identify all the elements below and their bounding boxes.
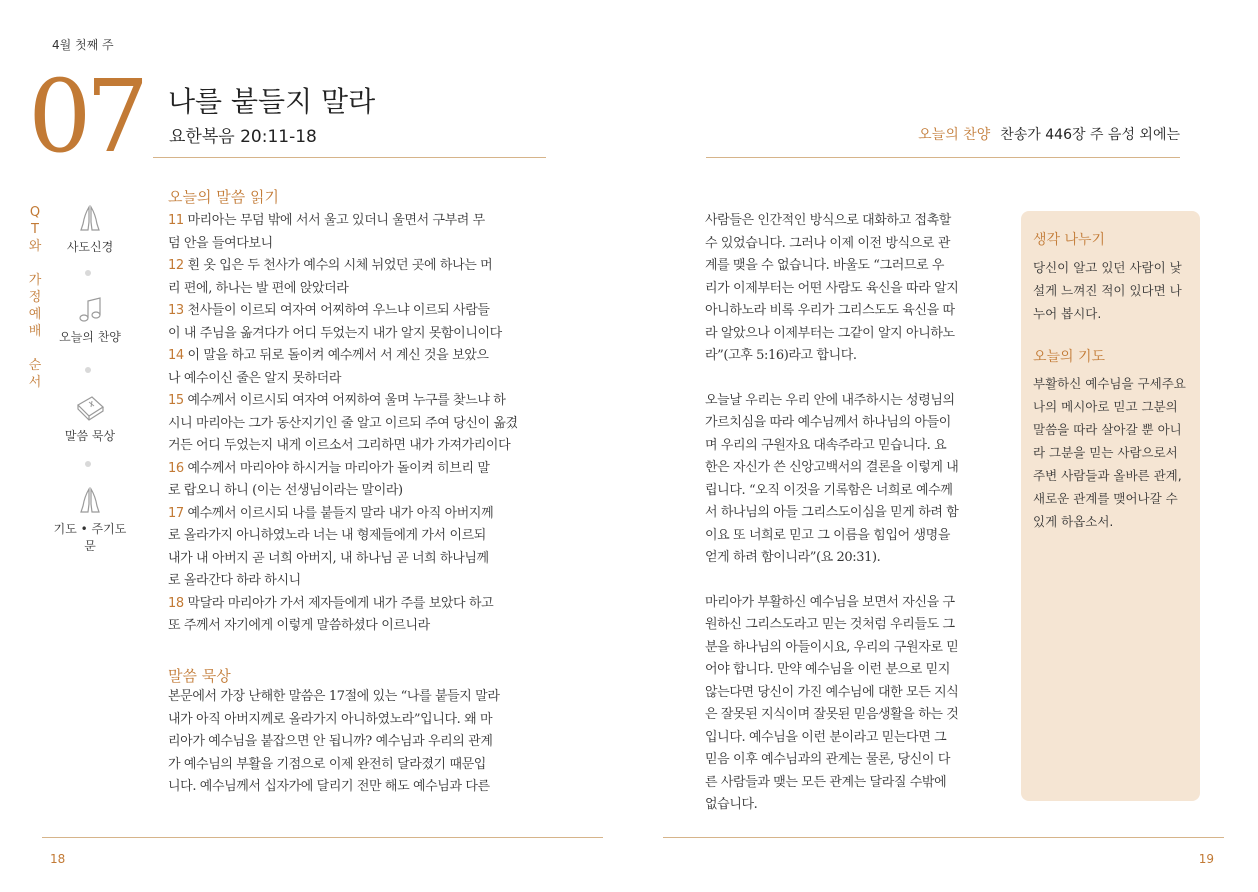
verse-line <box>168 368 546 391</box>
verse-number: 11 <box>168 213 188 228</box>
verse-text: 예수께서 이르시되 나를 붙들지 말라 내가 아직 아버지께 <box>187 505 494 521</box>
share-line: 설게 느껴진 적이 있다면 나 <box>1033 283 1182 298</box>
verse-number: 12 <box>168 258 188 273</box>
meditation-line: 은 잘못된 지식이며 잘못된 믿음생활을 하는 것 <box>705 707 959 722</box>
hymn-title: 찬송가 446장 주 음성 외에는 <box>1000 127 1180 143</box>
vertical-char: 와 <box>28 239 42 254</box>
prayer-line: 있게 하옵소서. <box>1033 514 1114 529</box>
meditation-line: 리가 이제부터는 어떤 사람도 육신을 따라 알지 <box>705 280 959 296</box>
sidebar-item-prayer <box>50 486 130 554</box>
reading-heading: 오늘의 말씀 읽기 <box>168 188 279 206</box>
sidebar-item-hymn <box>50 296 130 345</box>
verse-text: 천사들이 이르되 여자여 어찌하여 우느냐 이르되 사람들 <box>187 303 490 318</box>
vertical-char: 서 <box>28 375 42 390</box>
meditation-line: 한은 자신가 쓴 신앙고백서의 결론을 이렇게 내 <box>705 460 959 475</box>
verse-line <box>168 525 546 548</box>
praying-hands-icon <box>75 486 105 516</box>
meditation-paragraph <box>705 210 995 368</box>
meditation-line: 어야 합니다. 만약 예수님을 이런 분으로 믿지 <box>705 662 950 677</box>
sidebar-item-creed <box>50 204 130 255</box>
meditation-heading: 말씀 묵상 <box>168 667 231 685</box>
verse <box>168 255 546 300</box>
meditation-line: 가 예수님의 부활을 기점으로 이제 완전히 달라졌기 때문입 <box>168 756 486 772</box>
music-note-icon <box>77 296 103 324</box>
sidebar-item-label: 오늘의 찬양 <box>59 330 121 344</box>
verse <box>168 503 546 593</box>
meditation-line: 라”(고후 5:16)라고 합니다. <box>705 348 857 363</box>
meditation-line: 계를 맺을 수 없습니다. 바울도 “그러므로 우 <box>705 258 945 273</box>
meditation-line: 원하신 그리스도라고 믿는 것처럼 우리들도 그 <box>705 617 955 632</box>
vertical-char: 가 <box>28 273 42 288</box>
verse-number: 15 <box>168 393 188 408</box>
meditation-line: 않는다면 당신이 가진 예수님에 대한 모든 지식 <box>705 684 959 700</box>
verse-text: 시니 마리아는 그가 동산지기인 줄 알고 이르되 주여 당신이 옮겼 <box>168 415 518 431</box>
verse-text: 막달라 마리아가 가서 제자들에게 내가 주를 보았다 하고 <box>187 595 494 611</box>
meditation-line: 얻게 하려 함이니라”(요 20:31). <box>705 550 881 565</box>
verse-number: 16 <box>168 460 188 476</box>
meditation-paragraph <box>705 390 995 570</box>
verse-line <box>168 278 546 301</box>
verse-line <box>168 300 546 323</box>
verse-number: 18 <box>168 595 188 611</box>
meditation-paragraph <box>705 592 995 817</box>
sidebar-dot <box>85 270 91 276</box>
meditation-line: 른 사람들과 맺는 모든 관계는 달라질 수밖에 <box>705 774 947 790</box>
meditation-text-right <box>705 210 995 817</box>
sidebar-dot <box>85 367 91 373</box>
verse-text: 내가 내 아버지 곧 너희 아버지, 내 하나님 곧 너희 하나님께 <box>168 550 489 566</box>
sidebar-item-label: 말씀 묵상 <box>64 429 116 443</box>
share-heading: 생각 나누기 <box>1033 232 1106 248</box>
verse-line <box>168 615 546 638</box>
meditation-line: 이요 또 너희로 믿고 그 이름을 힘입어 생명을 <box>705 527 950 543</box>
verse-text: 흰 옷 입은 두 천사가 예수의 시체 뉘었던 곳에 하나는 머 <box>187 258 493 273</box>
week-label: 4월 첫째 주 <box>52 38 114 52</box>
verse <box>168 593 546 638</box>
sidebar-item-label: 사도신경 <box>66 240 114 254</box>
share-line: 누어 봅시다. <box>1033 306 1102 321</box>
meditation-line: 리아가 예수님을 붙잡으면 안 됩니까? 예수님과 우리의 관계 <box>168 734 493 749</box>
prayer-line: 새로운 관계를 맺어나갈 수 <box>1033 491 1178 506</box>
verse-line <box>168 480 546 503</box>
meditation-line: 며 우리의 구원자요 대속주라고 믿습니다. 요 <box>705 437 947 453</box>
verse-line <box>168 345 546 368</box>
meditation-line: 내가 아직 아버지께로 올라가지 아니하였노라”입니다. 왜 마 <box>168 711 493 727</box>
page-number-left: 18 <box>50 852 66 866</box>
verse-text: 로 올라간다 하라 하시니 <box>168 573 301 588</box>
verse-line <box>168 255 546 278</box>
meditation-line: 라 알았으나 이제부터는 그같이 알지 아니하노 <box>705 325 955 341</box>
meditation-line: 수 있었습니다. 그러나 이제 이전 방식으로 관 <box>705 235 950 251</box>
hymn-label: 오늘의 찬양 <box>918 127 991 143</box>
meditation-line: 믿음 이후 예수님과의 관계는 물론, 당신이 다 <box>705 752 950 767</box>
praying-hands-icon <box>75 204 105 234</box>
vertical-gap <box>28 255 42 272</box>
page-number-right: 19 <box>1198 852 1214 866</box>
verse-text: 로 올라가지 아니하였노라 너는 내 형제들에게 가서 이르되 <box>168 528 486 543</box>
vertical-char: Q <box>29 205 41 220</box>
verse-line <box>168 323 546 346</box>
verse-text: 예수께서 이르시되 여자여 어찌하여 울며 누구를 찾느냐 하 <box>187 393 506 408</box>
meditation-line: 본문에서 가장 난해한 말씀은 17절에 있는 “나를 붙들지 말라 <box>168 689 500 704</box>
verse-line <box>168 390 546 413</box>
verse-line <box>168 233 546 256</box>
vertical-char: 순 <box>28 358 42 373</box>
verse-text: 이 내 주님을 옮겨다가 어디 두었는지 내가 알지 못함이니이다 <box>168 325 502 341</box>
meditation-line: 분을 하나님의 아들이시요, 우리의 구원자로 믿 <box>705 639 959 655</box>
prayer-line: 주변 사람들과 올바른 관계, <box>1033 468 1182 483</box>
prayer-line: 부활하신 예수님을 구세주요 <box>1033 376 1186 391</box>
verse-line <box>168 570 546 593</box>
verse-number: 13 <box>168 303 188 318</box>
share-line: 당신이 알고 있던 사람이 낯 <box>1033 260 1182 275</box>
verse-text: 로 랍오니 하니 (이는 선생님이라는 말이라) <box>168 483 403 498</box>
verse-line <box>168 413 546 436</box>
verse-line <box>168 210 546 233</box>
prayer-line: 라 그분을 믿는 사람으로서 <box>1033 445 1178 460</box>
verse <box>168 458 546 503</box>
share-text <box>1033 256 1193 325</box>
verse-line <box>168 548 546 571</box>
verse-line <box>168 593 546 616</box>
meditation-line: 니다. 예수님께서 십자가에 달리기 전만 해도 예수님과 다른 <box>168 779 490 794</box>
verse-text: 리 편에, 하나는 발 편에 앉았더라 <box>168 280 349 296</box>
meditation-line: 오늘날 우리는 우리 안에 내주하시는 성령님의 <box>705 392 955 408</box>
verse <box>168 345 546 390</box>
vertical-char: 배 <box>28 324 42 339</box>
sidebar-item-label: 기도 • 주기도문 <box>53 522 127 553</box>
page-title: 나를 붙들지 말라 <box>168 85 376 118</box>
meditation-line: 마리아가 부활하신 예수님을 보면서 자신을 구 <box>705 594 955 610</box>
verse <box>168 210 546 255</box>
vertical-char: T <box>31 222 39 237</box>
meditation-line: 입니다. 예수님을 이런 분이라고 믿는다면 그 <box>705 729 947 745</box>
verse-text: 예수께서 마리아야 하시거늘 마리아가 돌이켜 히브리 말 <box>187 460 490 476</box>
meditation-line: 서 하나님의 아들 그리스도이심을 믿게 하려 함 <box>705 505 959 520</box>
divider-left <box>153 157 546 158</box>
footer-rule-right <box>663 837 1224 838</box>
verse-number: 17 <box>168 505 188 521</box>
verse-line <box>168 435 546 458</box>
vertical-char: 예 <box>28 307 42 322</box>
verse-text: 이 말을 하고 뒤로 돌이켜 예수께서 서 계신 것을 보았으 <box>187 348 489 363</box>
prayer-line: 말씀을 따라 살아갈 뿐 아니 <box>1033 422 1182 437</box>
verse-text: 또 주께서 자기에게 이렇게 말씀하셨다 이르니라 <box>168 618 430 633</box>
scripture-text <box>168 210 546 638</box>
vertical-section-label <box>28 204 42 391</box>
prayer-text <box>1033 372 1193 533</box>
verse-text: 덤 안을 들여다보니 <box>168 235 273 251</box>
verse-number: 14 <box>168 348 188 363</box>
vertical-gap <box>28 340 42 357</box>
meditation-text-left <box>168 686 546 799</box>
verse-text: 나 예수이신 줄은 알지 못하더라 <box>168 370 341 386</box>
meditation-line: 가르치심을 따라 예수님께서 하나님의 아들이 <box>705 415 951 430</box>
prayer-line: 나의 메시아로 믿고 그분의 <box>1033 399 1178 414</box>
footer-rule-left <box>42 837 603 838</box>
verse <box>168 390 546 458</box>
verse-text: 거든 어디 두었는지 내게 이르소서 그리하면 내가 가져가리이다 <box>168 438 511 453</box>
prayer-heading: 오늘의 기도 <box>1033 349 1106 365</box>
divider-right <box>706 157 1180 158</box>
verse <box>168 300 546 345</box>
sidebar-item-meditation <box>50 393 130 444</box>
day-number: 07 <box>28 58 144 175</box>
verse-line <box>168 458 546 481</box>
scripture-reference: 요한복음 20:11-18 <box>169 127 317 147</box>
meditation-line: 아니하노라 비록 우리가 그리스도도 육신을 따 <box>705 303 955 318</box>
meditation-line: 립니다. “오직 이것을 기록함은 너희로 예수께 <box>705 482 953 498</box>
vertical-char: 정 <box>28 290 42 305</box>
meditation-line: 사람들은 인간적인 방식으로 대화하고 접촉할 <box>705 213 951 228</box>
sidebar-dot <box>85 461 91 467</box>
meditation-line: 없습니다. <box>705 797 758 812</box>
today-hymn <box>918 124 1180 144</box>
bible-icon <box>74 393 106 423</box>
verse-line <box>168 503 546 526</box>
verse-text: 마리아는 무덤 밖에 서서 울고 있더니 울면서 구부려 무 <box>187 213 485 228</box>
